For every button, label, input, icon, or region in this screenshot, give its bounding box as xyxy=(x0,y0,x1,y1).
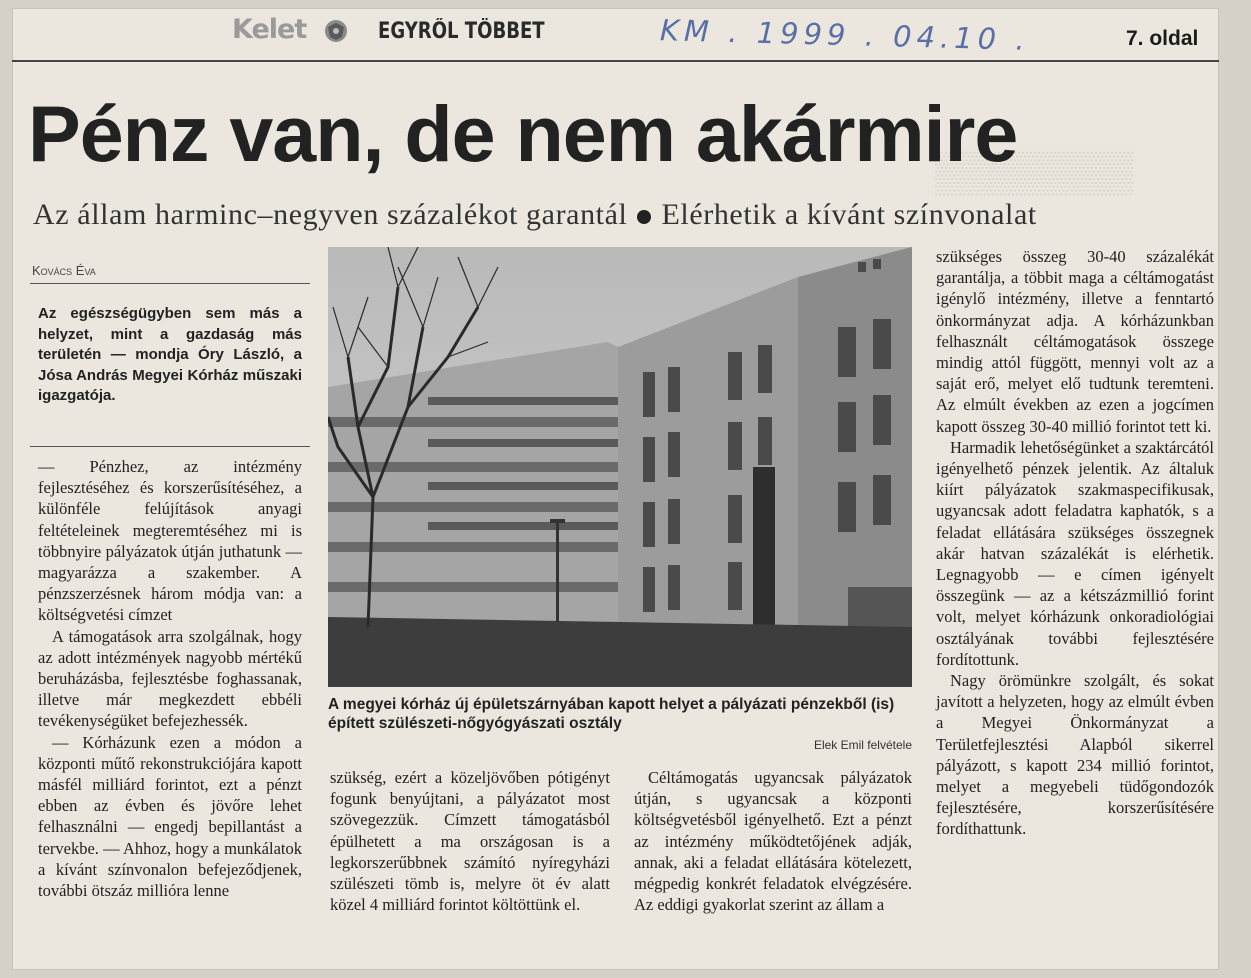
newspaper-logo: Kelet xyxy=(232,14,307,45)
article-headline: Pénz van, de nem akármire xyxy=(28,89,1018,178)
bullet-icon xyxy=(637,210,651,224)
article-subheadline xyxy=(33,198,1037,232)
article-column-2 xyxy=(330,767,610,915)
bleed-through-text: ▒▒▒▒▒▒▒ xyxy=(935,150,1134,194)
article-lead: Az egészségügyben sem más a helyzet, mint a gazdaság más területén — mondja Óry László, a Jósa András Megyei Kórház műszaki igazgatója. xyxy=(38,305,302,404)
article-byline: Kovács Éva xyxy=(32,263,96,278)
paragraph: — Kórházunk ezen a módon a központi műtő rekonstrukciójára kapott másfél milliárd forintot, ezt a pénzt ebben az évben és jövőre lehet felhasználni — engedj bepillantást a tervekbe. — Ahhoz, hogy a munkálatok a kívánt színvonalon befejeződjenek, további ötszáz millióra lenne xyxy=(38,732,302,901)
subheadline-part-1: Az állam harminc–negyven százalékot garantál xyxy=(33,198,628,231)
paragraph: szükség, ezért a közeljövőben pótigényt fogunk benyújtani, a pályázatot most szövegezzük. Címzett támogatásból épülhetett a ma országosan is a legkorszerűbbnek számító nyíregyházi szülészeti tömb is, melyre öt év alatt közel 4 milliárd forintot költöttünk el. xyxy=(330,768,610,915)
byline-divider xyxy=(30,283,310,284)
paragraph: Céltámogatás ugyancsak pályázatok útján, s ugyancsak a központi költségvetésből igényelhető. Ezt a pénzt az intézmény működtetőjének adják, annak, aki a feladat ellátására kötelezett, mégpedig konkrét feladatok elvégzésére. Az eddigi gyakorlat szerint az állam a xyxy=(634,768,912,915)
lead-divider xyxy=(30,446,310,447)
handwritten-date: KM . 1999 . 04.10 . xyxy=(659,13,1030,57)
page-number: 7. oldal xyxy=(1126,27,1199,50)
header-divider xyxy=(12,60,1219,62)
photo-image xyxy=(328,247,912,687)
paragraph: A támogatások arra szolgálnak, hogy az adott intézmények nagyobb mértékű beruházásba, fejlesztésbe foghassanak, illetve már megkezdett ebbéli tevékenységüket befejezhessék. xyxy=(38,626,302,731)
hospital-building-photo xyxy=(328,247,912,687)
photo-caption: A megyei kórház új épületszárnyában kapott helyet a pályázati pénzekből (is) épített szülészeti-nőgyógyászati osztály xyxy=(328,696,895,732)
paragraph: — Pénzhez, az intézmény fejlesztéséhez és korszerűsítéséhez, a különféle felújítások anyagi feltételeinek megteremtéséhez mi is többnyire pályázatok útján juthatunk — magyarázza a szakember. A pénzszerzésnek három módja van: a költségvetési címzet xyxy=(38,457,302,625)
paragraph: szükséges összeg 30-40 százalékát garantálja, a többit maga a céltámogatást igénylő intézmény, illetve a fenntartó önkormányzat adja. A kórházunkban felhasznált céltámogatások összege mindig attól függött, mennyi volt az a saját erő, melyet elő tudtunk teremteni. Az elmúlt években az ezen a jogcímen kapott összeg 30-40 millió forintot tett ki. xyxy=(936,247,1214,436)
article-column-1 xyxy=(38,456,302,901)
crest-icon xyxy=(318,18,354,44)
paragraph: Harmadik lehetőségünket a szaktárcától igényelhető pénzek jelentik. Az általuk kiírt pályázatok szakmaspecifikusak, ugyancsak adott feladatra kaphatók, s a feladat ellátására szükséges összegnek akár hatvan százalékát is elérhetik. Legnagyobb — e címen igényelt összegünk — az a kétszázmillió forint volt, melyet kórházunk onkoradiológiai osztályának további fejlesztésére fordítottunk. xyxy=(936,437,1214,669)
article-column-4 xyxy=(936,246,1214,840)
subheadline-part-2: Elérhetik a kívánt színvonalat xyxy=(661,198,1037,231)
photo-credit: Elek Emil felvétele xyxy=(813,738,912,752)
section-title: EGYRŐL TÖBBET xyxy=(378,19,545,44)
article-column-3 xyxy=(634,767,912,915)
paragraph: Nagy örömünkre szolgált, és sokat javított a helyzeten, hogy az elmúlt évben a Megyei Önkormányzat a Területfejlesztési Alapból sikerrel pályázott, s kapott 234 millió forintot, melyet a megyebeli tüdőgondozók fejlesztésére, korszerűsítésére fordíthattunk. xyxy=(936,671,1214,839)
